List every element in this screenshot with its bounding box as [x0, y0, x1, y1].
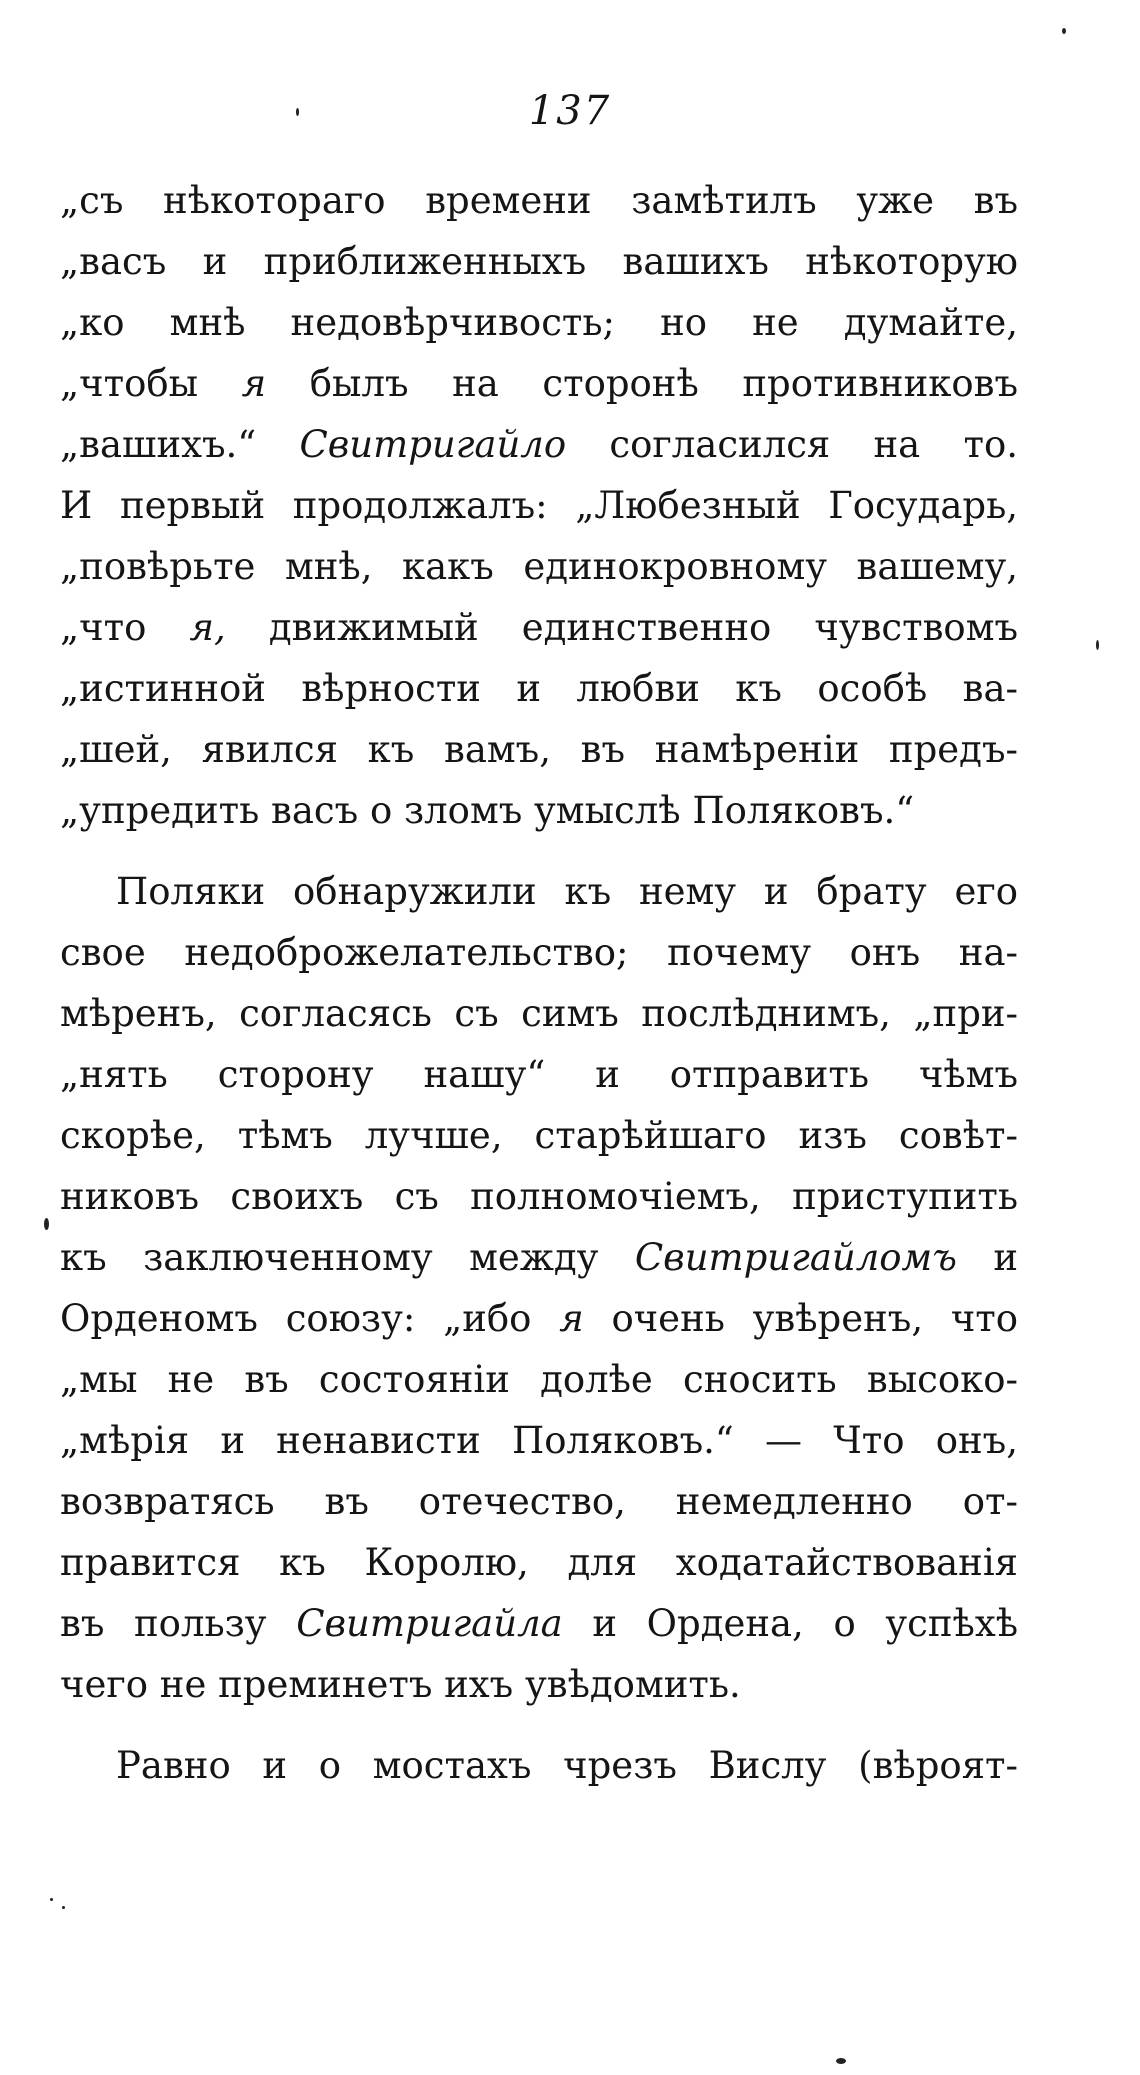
text-line: „мы не въ состояніи долѣе сносить высоко-	[60, 1358, 1019, 1401]
text-line: Орденомъ союзу: „ибо я очень увѣренъ, что	[60, 1297, 1019, 1340]
text-line: „повѣрьте мнѣ, какъ единокровному вашему,	[60, 545, 1019, 588]
text-line: никовъ своихъ съ полномочіемъ, приступить	[60, 1175, 1019, 1218]
text-line: Поляки обнаружили къ нему и брату его	[116, 870, 1019, 913]
text-line: „чтобы я былъ на сторонѣ противниковъ	[60, 362, 1019, 405]
text-line: „шей, явился къ вамъ, въ намѣреніи предъ-	[60, 728, 1018, 771]
text-line: „упредить васъ о зломъ умыслѣ Поляковъ.“	[60, 789, 915, 832]
text-line: въ пользу Свитригайла и Ордена, о успѣхѣ	[60, 1602, 1019, 1645]
text-line: скорѣе, тѣмъ лучше, старѣйшаго изъ совѣт-	[60, 1114, 1018, 1157]
text-line: Равно и о мостахъ чрезъ Вислу (вѣроят-	[116, 1744, 1019, 1787]
text-line: И первый продолжалъ: „Любезный Государь,	[60, 484, 1018, 527]
scan-speck	[296, 108, 299, 116]
paragraph	[60, 1735, 1018, 1796]
scan-speck	[44, 1218, 49, 1230]
text-line: возвратясь въ отечество, немедленно от-	[60, 1480, 1018, 1523]
paragraph	[60, 861, 1018, 1715]
page-number: 137	[528, 88, 612, 134]
text-line: „мѣрія и ненависти Поляковъ.“ — Что онъ,	[60, 1419, 1018, 1462]
text-line: „ко мнѣ недовѣрчивость; но не думайте,	[60, 301, 1018, 344]
text-line: „вашихъ.“ Свитригайло согласился на то.	[60, 423, 1018, 466]
scan-speck	[62, 1906, 65, 1909]
text-line: правится къ Королю, для ходатайствованія	[60, 1541, 1018, 1584]
text-line: къ заключенному между Свитригайломъ и	[60, 1236, 1018, 1279]
scan-speck	[50, 1898, 53, 1901]
scan-speck	[836, 2058, 846, 2064]
paragraph	[60, 170, 1018, 841]
text-line: „васъ и приближенныхъ вашихъ нѣкоторую	[60, 240, 1019, 283]
text-line: „что я, движимый единственно чувствомъ	[60, 606, 1019, 649]
text-line: чего не преминетъ ихъ увѣдомить.	[60, 1663, 741, 1706]
text-line: свое недоброжелательство; почему онъ на-	[60, 931, 1019, 974]
text-line: мѣренъ, согласясь съ симъ послѣднимъ, „при-	[60, 992, 1019, 1035]
scan-speck	[1062, 28, 1066, 34]
text-line: „съ нѣкотораго времени замѣтилъ уже въ	[60, 179, 1019, 222]
text-line: „нять сторону нашу“ и отправить чѣмъ	[60, 1053, 1019, 1096]
body-text	[60, 170, 1018, 1796]
text-line: „истинной вѣрности и любви къ особѣ ва-	[60, 667, 1019, 710]
scan-speck	[1096, 640, 1099, 650]
